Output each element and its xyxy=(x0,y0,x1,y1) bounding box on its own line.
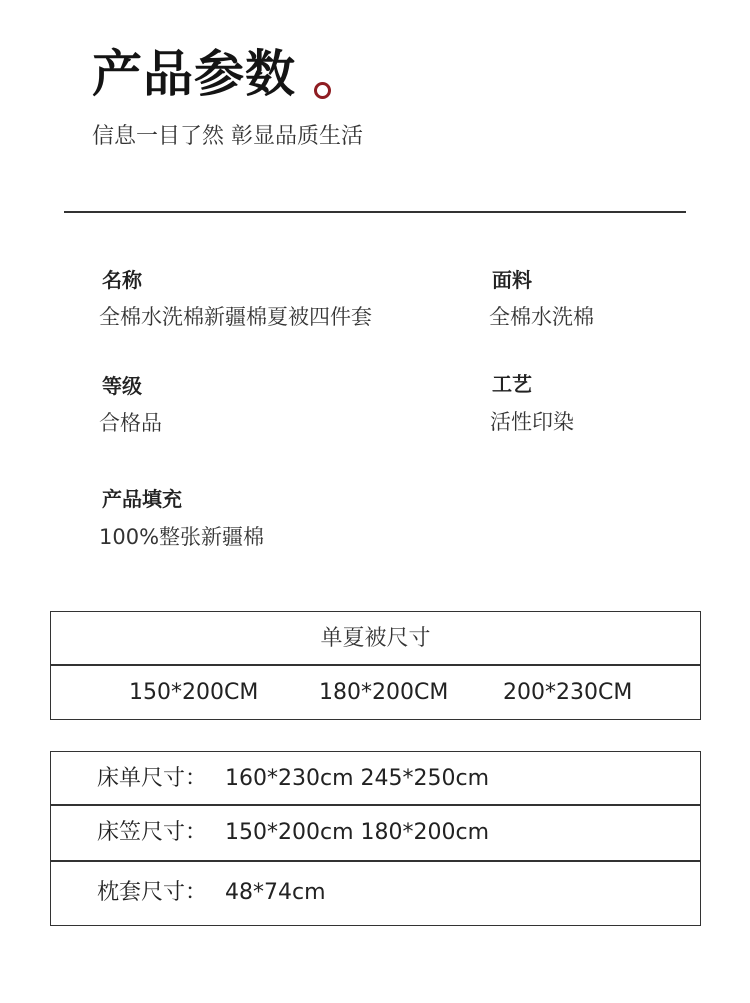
page-title: 产品参数 xyxy=(92,45,296,103)
param-fabric-label: 面料 xyxy=(492,268,532,292)
spec-value: 150*200cm 180*200cm xyxy=(225,820,490,845)
spec-label: 床笠尺寸： xyxy=(97,820,208,845)
spec-row-pillowcase xyxy=(51,862,700,924)
page-subtitle: 信息一目了然 彰显品质生活 xyxy=(92,124,363,149)
param-grade-value: 合格品 xyxy=(99,411,162,435)
quilt-size-cell: 150*200CM xyxy=(129,680,259,705)
param-craft-label: 工艺 xyxy=(492,372,532,396)
header-divider xyxy=(64,211,686,213)
param-craft-value: 活性印染 xyxy=(490,410,574,434)
param-name-label: 名称 xyxy=(102,268,142,292)
quilt-size-table xyxy=(50,611,701,720)
param-filling-label: 产品填充 xyxy=(102,487,182,511)
param-fabric-value: 全棉水洗棉 xyxy=(489,305,594,329)
spec-label: 床单尺寸： xyxy=(97,766,208,791)
spec-row-fitted-sheet xyxy=(51,806,700,860)
spec-row-sheet xyxy=(51,752,700,804)
param-name-value: 全棉水洗棉新疆棉夏被四件套 xyxy=(99,305,372,329)
title-accent-dot xyxy=(314,82,331,99)
spec-value: 48*74cm xyxy=(225,880,326,905)
quilt-size-cell: 200*230CM xyxy=(503,680,633,705)
param-grade-label: 等级 xyxy=(102,374,142,398)
param-filling-value: 100%整张新疆棉 xyxy=(99,525,265,549)
quilt-size-cell: 180*200CM xyxy=(319,680,449,705)
spec-label: 枕套尺寸： xyxy=(97,880,208,905)
spec-table xyxy=(50,751,701,926)
quilt-size-title: 单夏被尺寸 xyxy=(320,626,431,651)
spec-value: 160*230cm 245*250cm xyxy=(225,766,490,791)
